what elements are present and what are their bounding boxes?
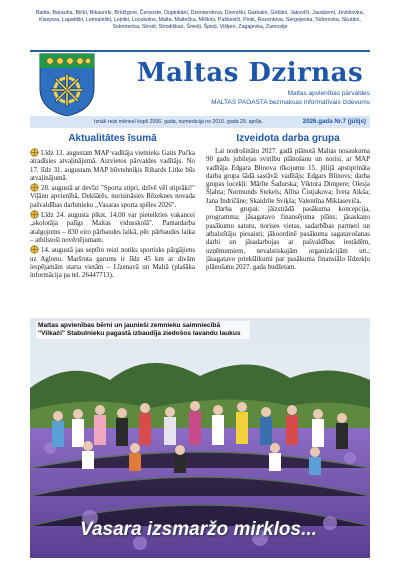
news-item: 28. augustā ar devīzi "Sporta stipri, dzīvē vēl stiprāki!" Viļānu apvienībā, Dekšārēs, norisināsies Rēzeknes novada pašvaldības darbinieku „Vasaras sporta spēles 2026". — [30, 185, 195, 209]
coat-of-arms-icon — [38, 52, 96, 118]
workgroup-column — [206, 148, 370, 272]
issue-number: 2026.gada Nr.7 (jūlijs) — [302, 118, 366, 125]
workgroup-paragraph: Darba grupai: jāizstrādā pasākuma koncepcija, programma; jāsagatavo finansējuma plāns; jāsaskaņo pasākumu saturu, norises vietas, sadarbības partneri un atbalstītāju piesaisti; jākoordinē pasākuma sagatavošanas darbi un jāsadarbojas ar pašvaldības iestādēm, uzņēmumiem, nevalstiskajām organizācijām utt.; jāsagatavo priekšlikumi par pasākuma finansiālo līdzekļu plānošanu 2027. gada budžetam. — [206, 206, 370, 272]
news-item: Līdz 24. augusta plkst. 14.00 var pieteikties vakancei „skolotāja palīgs Maltas vidusskolā". Pamatdarba atalgojums – 830 eiro pārbaudes laikā, pēc pārbaudes laika – atbilstoši novērtējumam. — [30, 212, 195, 244]
news-heading: Aktualitātes īsumā — [68, 133, 157, 144]
news-column — [30, 148, 195, 280]
issue-info-bar — [30, 116, 370, 128]
issue-frequency: Iznāk reizi mēnesī kopš 2006. gada, numerācija no 2016. gada 29. aprīļa. — [94, 119, 263, 125]
photo-caption: Maltas apvienības bērni un jaunieši zemnieku saimniecībā "Vilkači" Stabulnieku pagastā izbaudīja ziedošos lavandu laukus — [36, 321, 250, 339]
masthead-subtitle: Maltas apvienības pārvaldes — [287, 90, 370, 97]
news-item: Līdz 13. augustam MAP vadītāja vietnieks Gatis Pučka atradīsies atvaļinājumā. Aizvietos pārvaldes vadītājs. No 17. līdz 31. augustam MAP būvtehniķis Rihards Litke būs atvaļinājumā. — [30, 150, 195, 182]
masthead-subtitle-2: MALTAS PAGASTA bezmaksas informatīvais izdevums — [211, 99, 370, 106]
mill-wheel-icon — [30, 210, 39, 219]
workgroup-paragraph: Lai nodrošinātu 2027. gadā plānotā Maltas nosaukuma 90 gadu jubilejas svinību plānošanu un norisi, ar MAP vadītāja Edgara Blinova rīkojumu 15. jūlijā apstiprināta darba grupa šādā sastāvā: vadītājs: Edgars Blinovs; darba grupas locekļi: Mārīte Šadurska; Viktora Dimpere; Olesja Šļahta; Normunds Stekels; Alīna Čistjakova; Iveta Aikša; Jana Indričāne; Skaidrīte Sviķša; Valentīna Miklaseviča. — [206, 148, 370, 205]
masthead-title: Maltas Dzirnas — [136, 58, 364, 88]
photo-title: Vasara izsmaržo mirklos... — [80, 519, 317, 540]
village-list: Balda, Barauha, Bičkī, Bikaunīki, Brīdžgoni, Čerņoste, Dupinkāni, Dzenierotova, Dzeniški, Garkalni, Grišāni, Jakovīči, Jaudzemi, Jevtišovka, Kisejova, Lapatiški, Leimaniški, Lejniki, Locukolns, Malta, Maltečka, Miškiņi, Paškeviči, Pinki, Rozentova, Sergejevka, Sidorovka, Skutāni, Solomenka, Strodi, Strodiškas, Šmeiļi, Špieļi, Višķeri, Zagajevka, Zamostje — [36, 10, 364, 31]
mill-wheel-icon — [30, 183, 39, 192]
mill-wheel-icon — [30, 245, 39, 254]
workgroup-heading: Izveidota darba grupa — [236, 133, 340, 144]
mill-wheel-icon — [30, 148, 39, 157]
news-item: 14. augustā jau septīto reizi notiks sportisks pārgājiens uz Aglonu. Maršruta garums ir līdz 45 km ar divām iespējamām starta vietām – Līzenavā un Maltā (plašāka informācija pa tel. 26447713). — [30, 247, 195, 280]
